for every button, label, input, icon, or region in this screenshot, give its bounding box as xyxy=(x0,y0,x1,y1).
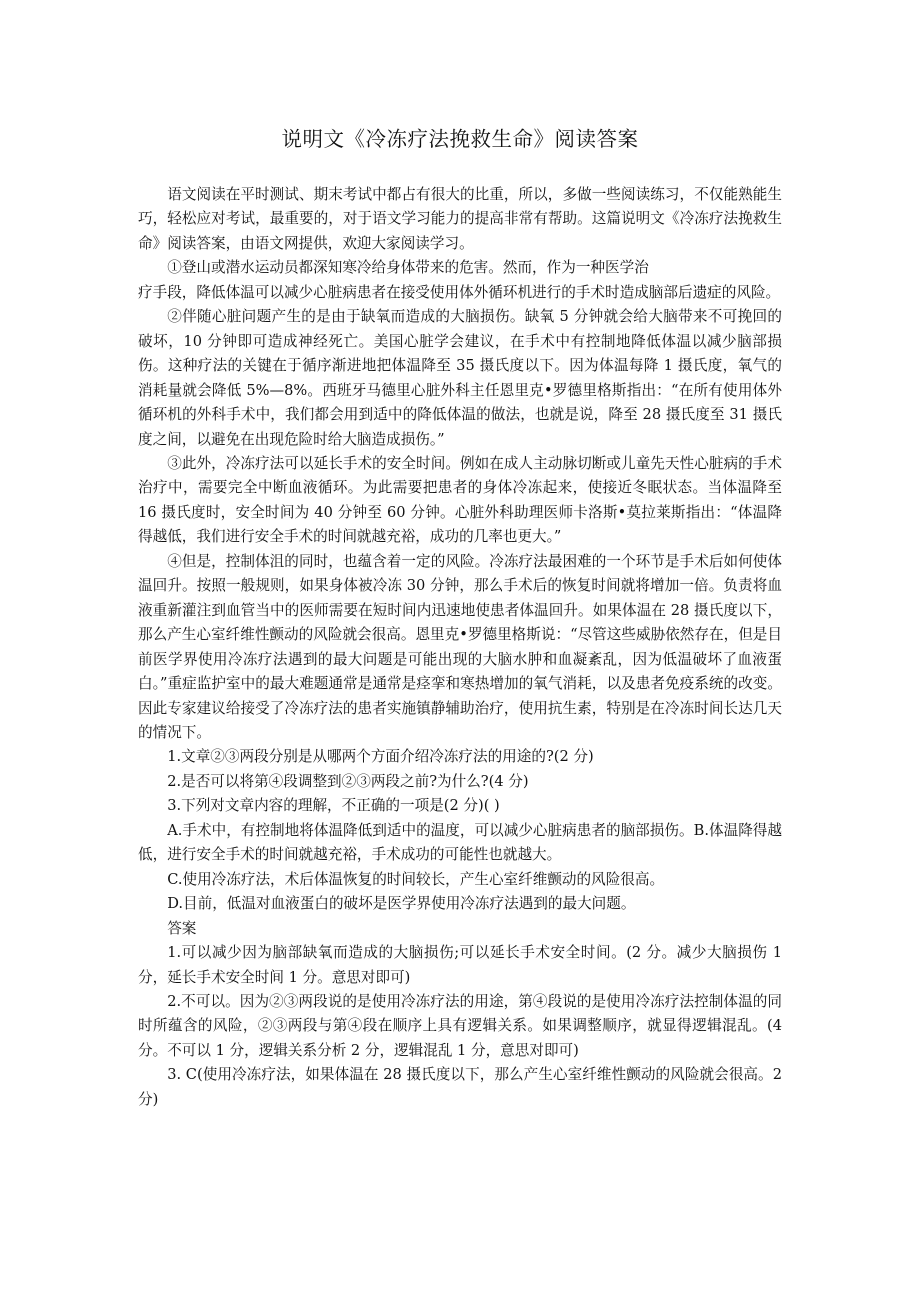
question-3-options-ab: A.手术中，有控制地将体温降低到适中的温度，可以减少心脏病患者的脑部损伤。B.体温降得越低，进行安全手术的时间就越充裕，手术成功的可能性也就越大。 xyxy=(138,821,782,864)
paragraph-2: ②伴随心脏问题产生的是由于缺氧而造成的大脑损伤。缺氧 5 分钟就会给大脑带来不可挽回的破坏，10 分钟即可造成神经死亡。美国心脏学会建议，在手术中有控制地降低体温以减少脑部损伤。这种疗法的关键在于循序渐进地把体温降至 35 摄氏度以下。因为体温每降 1 摄氏度，氧气的消耗量就会降低 5%—8%。西班牙马德里心脏外科主任恩里克•罗德里格斯指出：“在所有使用体外循环机的外科手术中，我们都会用到适中的降低体温的做法，也就是说，降至 28 摄氏度至 31 摄氏度之间，以避免在出现危险时给大脑造成损伤。” xyxy=(138,308,782,448)
answer-1: 1.可以减少因为脑部缺氧而造成的大脑损伤;可以延长手术安全时间。(2 分。减少大脑损伤 1 分，延长手术安全时间 1 分。意思对即可) xyxy=(138,944,782,986)
question-3-option-c: C.使用冷冻疗法，术后体温恢复的时间较长，产生心室纤维颤动的风险很高。 xyxy=(167,870,665,888)
document-title: 说明文《冷冻疗法挽救生命》阅读答案 xyxy=(281,127,639,151)
paragraph-4: ④但是，控制体沮的同时，也蕴含着一定的风险。冷冻疗法最困难的一个环节是手术后如何使体温回升。按照一般规则，如果身体被冷冻 30 分钟，那么手术后的恢复时间就将增加一倍。负责将血液重新灌注到血管当中的医师需要在短时间内迅速地使患者体温回升。如果体温在 28 摄氏度以下，那么产生心室纤维性颤动的风险就会很高。恩里克•罗德里格斯说：“尽管这些威胁依然存在，但是目前医学界使用冷冻疗法遇到的最大问题是可能出现的大脑水肿和血凝紊乱，因为低温破坏了血液蛋白。”重症监护室中的最大难题通常是通常是痉挛和寒热增加的氧气消耗，以及患者免疫系统的改变。因此专家建议给接受了冷冻疗法的患者实施镇静辅助治疗，使用抗生素，特别是在冷冻时间长达几天的情况下。 xyxy=(138,552,782,741)
question-1: 1.文章②③两段分别是从哪两个方面介绍冷冻疗法的用途的?(2 分) xyxy=(167,748,594,766)
intro-paragraph: 语文阅读在平时测试、期末考试中都占有很大的比重，所以，多做一些阅读练习，不仅能熟能生巧，轻松应对考试，最重要的，对于语文学习能力的提高非常有帮助。这篇说明文《冷冻疗法挽救生命》阅读答案，由语文网提供，欢迎大家阅读学习。 xyxy=(138,186,782,252)
answer-3: 3. C(使用冷冻疗法，如果体温在 28 摄氏度以下，那么产生心室纤维性颤动的风险就会很高。2 分) xyxy=(138,1066,782,1108)
paragraph-3: ③此外，冷冻疗法可以延长手术的安全时间。例如在成人主动脉切断或儿童先天性心脏病的手术治疗中，需要完全中断血液循环。为此需要把患者的身体冷冻起来，使接近冬眠状态。当体温降至 16 摄氏度时，安全时间为 40 分钟至 60 分钟。心脏外科助理医师卡洛斯•莫拉莱斯指出：“体温降得越低，我们进行安全手术的时间就越充裕，成功的几率也更大。” xyxy=(138,454,782,546)
answer-heading: 答案 xyxy=(167,919,197,937)
paragraph-1-continued: 疗手段，降低体温可以减少心脏病患者在接受使用体外循环机进行的手术时造成脑部后遗症的风险。 xyxy=(138,283,781,301)
question-3-option-d: D.目前，低温对血液蛋白的破坏是医学界使用冷冻疗法遇到的最大问题。 xyxy=(167,895,636,913)
question-2: 2.是否可以将第④段调整到②③两段之前?为什么?(4 分) xyxy=(167,772,529,790)
answer-2: 2.不可以。因为②③两段说的是使用冷冻疗法的用途，第④段说的是使用冷冻疗法控制体温的同时所蕴含的风险，②③两段与第④段在顺序上具有逻辑关系。如果调整顺序，就显得逻辑混乱。(4 分。不可以 1 分，逻辑关系分析 2 分，逻辑混乱 1 分，意思对即可) xyxy=(138,992,782,1059)
paragraph-1-line-1: ①登山或潜水运动员都深知寒冷给身体带来的危害。然而，作为一种医学治 xyxy=(167,259,649,277)
document-body xyxy=(138,183,782,1112)
question-3: 3.下列对文章内容的理解，不正确的一项是(2 分)( ) xyxy=(167,797,500,815)
